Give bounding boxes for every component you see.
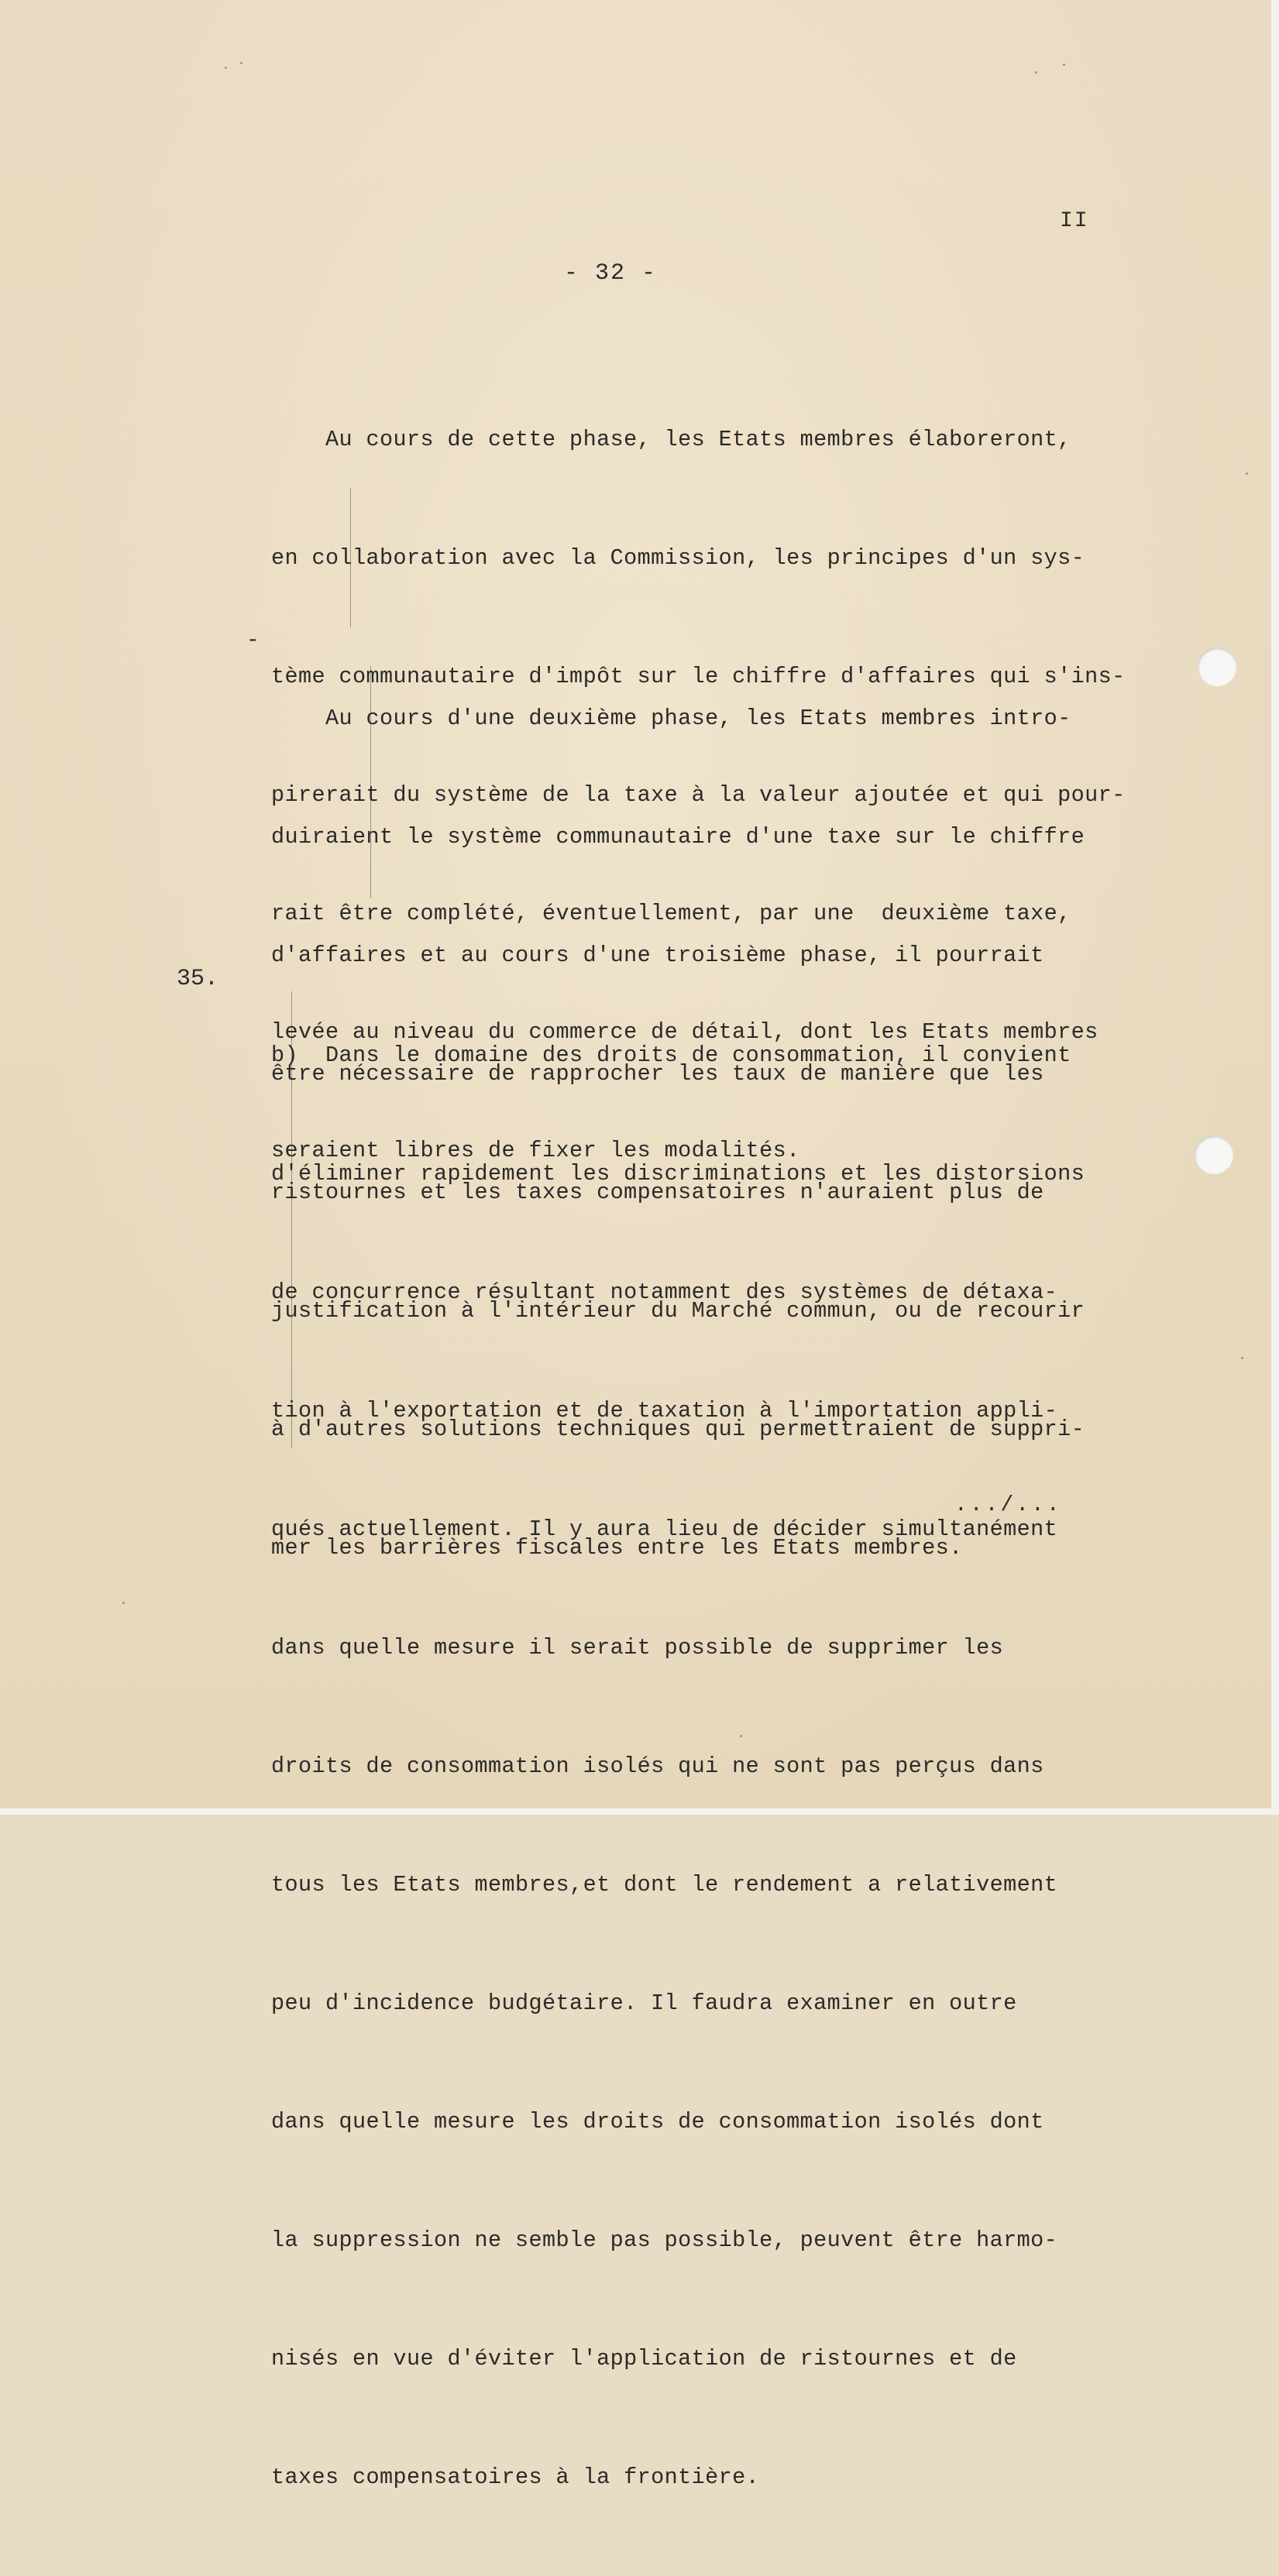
pencil-mark: [350, 488, 351, 627]
text-line: justification à l'intérieur du Marché commun, ou de recourir: [271, 1298, 1085, 1324]
text-line: à d'autres solutions techniques qui permettraient de suppri-: [271, 1417, 1085, 1442]
text-line: de concurrence résultant notamment des systèmes de détaxa-: [271, 1279, 1058, 1305]
text-line: seraient libres de fixer les modalités.: [271, 1138, 800, 1163]
page-edge: [1271, 0, 1279, 1815]
text-line: d'éliminer rapidement les discriminations et les distorsions: [271, 1161, 1085, 1187]
text-line: taxes compensatoires à la frontière.: [271, 2464, 760, 2490]
paper-speck: [1241, 1357, 1243, 1359]
punch-hole: [1195, 1135, 1233, 1174]
paragraph-3: [271, 957, 1139, 2576]
text-line: tous les Etats membres,et dont le rendement a relativement: [271, 1872, 1058, 1898]
text-line: duiraient le système communautaire d'une taxe sur le chiffre: [271, 824, 1085, 850]
paper-speck: [122, 1602, 125, 1604]
text-line: la suppression ne semble pas possible, peuvent être harmo-: [271, 2227, 1058, 2253]
text-line: pirerait du système de la taxe à la valeur ajoutée et qui pour-: [271, 782, 1126, 808]
text-line: dans quelle mesure les droits de consommation isolés dont: [271, 2109, 1044, 2135]
page-number: - 32 -: [564, 260, 658, 287]
paper-speck: [240, 62, 242, 64]
text-line: d'affaires et au cours d'une troisième phase, il pourrait: [271, 943, 1044, 968]
text-line: b) Dans le domaine des droits de consommation, il convient: [271, 1042, 1071, 1068]
margin-dash: -: [246, 629, 260, 653]
paper-speck: [1035, 71, 1037, 74]
paragraph-number: 35.: [177, 966, 219, 992]
text-line: levée au niveau du commerce de détail, dont les Etats membres: [271, 1019, 1098, 1045]
paper-speck: [1246, 472, 1248, 475]
text-line: qués actuellement. Il y aura lieu de décider simultanément: [271, 1516, 1058, 1542]
text-line: en collaboration avec la Commission, les principes d'un sys-: [271, 545, 1085, 571]
text-line: tion à l'exportation et de taxation à l'importation appli-: [271, 1398, 1058, 1424]
text-line: Au cours de cette phase, les Etats membres élaboreront,: [271, 427, 1071, 452]
text-line: droits de consommation isolés qui ne sont pas perçus dans: [271, 1753, 1044, 1779]
text-line: Au cours d'une deuxième phase, les Etats membres intro-: [271, 706, 1071, 731]
page-edge: [0, 1808, 1279, 1815]
continuation-mark: .../...: [954, 1493, 1062, 1517]
text-line: peu d'incidence budgétaire. Il faudra examiner en outre: [271, 1990, 1017, 2016]
paper-speck: [740, 1735, 742, 1737]
text-line: tème communautaire d'impôt sur le chiffre d'affaires qui s'ins-: [271, 664, 1126, 689]
pencil-mark: [370, 666, 371, 898]
text-line: nisés en vue d'éviter l'application de ristournes et de: [271, 2346, 1017, 2372]
text-line: mer les barrières fiscales entre les Etats membres.: [271, 1535, 963, 1561]
paper-speck: [225, 67, 227, 69]
text-line: être nécessaire de rapprocher les taux de manière que les: [271, 1061, 1044, 1087]
text-line: dans quelle mesure il serait possible de supprimer les: [271, 1635, 1004, 1661]
text-line: rait être complété, éventuellement, par une deuxième taxe,: [271, 901, 1071, 926]
paper-speck: [1063, 64, 1065, 66]
text-line: ristournes et les taxes compensatoires n'auraient plus de: [271, 1180, 1044, 1205]
punch-hole: [1198, 647, 1236, 686]
section-reference: II: [1060, 209, 1089, 233]
pencil-mark: [291, 991, 292, 1448]
